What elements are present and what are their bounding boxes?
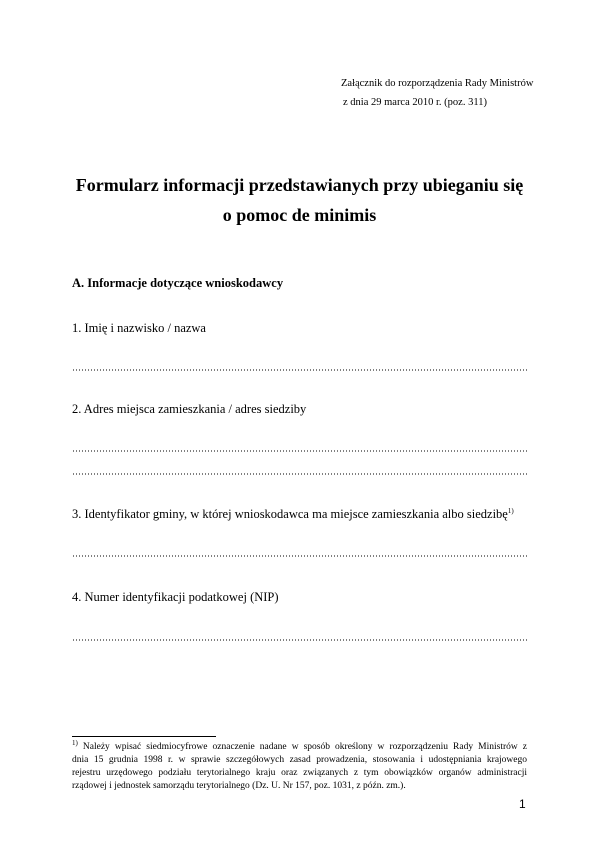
field-label-address: 2. Adres miejsca zamieszkania / adres siedziby (72, 402, 307, 416)
title-line-1: Formularz informacji przedstawianych przy ubieganiu się (75, 175, 524, 195)
field-line-nip[interactable] (72, 639, 527, 641)
field-line-municipality[interactable] (72, 555, 527, 557)
footnote-reference: 1) (507, 506, 514, 515)
footnote-line-1 (72, 738, 527, 754)
footnote-line-3: rejestru urzędowego podziału terytorialnego kraju oraz związanych z tym obowiązków organów administracji (72, 768, 527, 778)
footnote-marker: 1) (72, 738, 78, 747)
footnote (72, 738, 527, 793)
footnote-line-1-text: Należy wpisać siedmiocyfrowe oznaczenie nadane w sposób określony w rozporządzeniu Rady Ministrów z (82, 742, 527, 752)
field-label-nip: 4. Numer identyfikacji podatkowej (NIP) (72, 590, 279, 604)
document-title (0, 170, 599, 230)
section-a-heading: A. Informacje dotyczące wnioskodawcy (72, 276, 284, 290)
field-label-municipality-text: 3. Identyfikator gminy, w której wnioskodawca ma miejsce zamieszkania albo siedzibę (72, 507, 508, 521)
annex-line-1: Załącznik do rozporządzenia Rady Ministrów (341, 78, 534, 89)
field-line-address-2[interactable] (72, 473, 527, 475)
field-line-address-1[interactable] (72, 450, 527, 452)
annex-reference (341, 74, 533, 112)
field-label-name: 1. Imię i nazwisko / nazwa (72, 321, 206, 335)
field-label-municipality (72, 507, 514, 522)
page-number: 1 (519, 797, 526, 811)
field-line-name[interactable] (72, 369, 527, 371)
annex-line-2: z dnia 29 marca 2010 r. (poz. 311) (343, 97, 487, 108)
title-line-2: o pomoc de minimis (222, 205, 377, 225)
footnote-separator (72, 736, 216, 737)
footnote-line-2: dnia 15 grudnia 1998 r. w sprawie szczegółowych zasad prowadzenia, stosowania i udostępniania krajowego (72, 755, 527, 765)
footnote-line-4: rządowej i jednostek samorządu terytorialnego (Dz. U. Nr 157, poz. 1031, z późn. zm.). (72, 781, 406, 791)
